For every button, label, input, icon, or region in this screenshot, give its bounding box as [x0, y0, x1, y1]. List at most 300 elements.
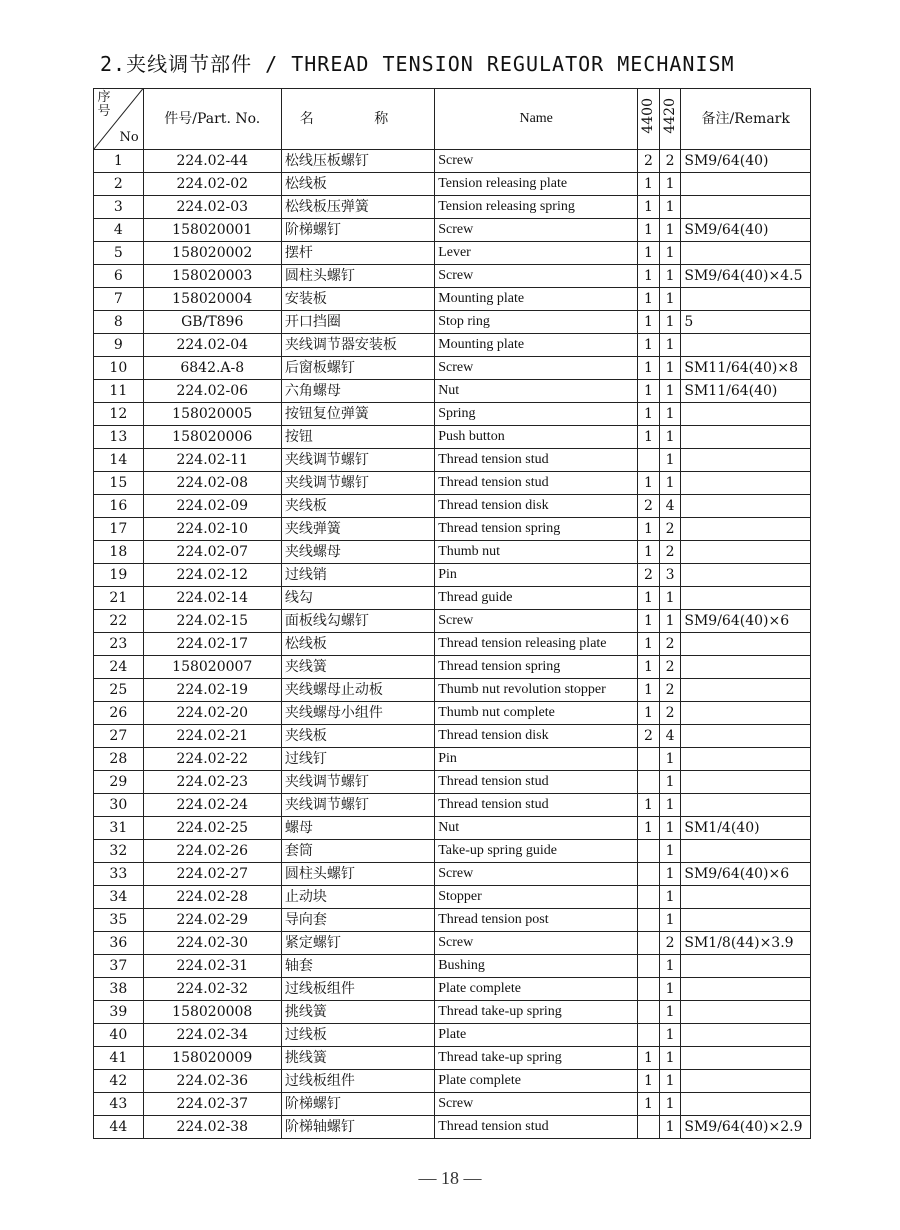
qty-4420-cell: 1: [659, 955, 681, 978]
qty-4420-cell: 1: [659, 380, 681, 403]
qty-4420-cell: 1: [659, 242, 681, 265]
row-number-cell: 28: [94, 748, 144, 771]
english-name-cell: Stop ring: [435, 311, 638, 334]
qty-4400-cell: 1: [638, 357, 660, 380]
part-number-cell: 224.02-36: [143, 1070, 281, 1093]
chinese-name-cell: 螺母: [281, 817, 434, 840]
part-number-cell: 224.02-34: [143, 1024, 281, 1047]
chinese-name-cell: 过线钉: [281, 748, 434, 771]
chinese-name-cell: 摆杆: [281, 242, 434, 265]
qty-4420-cell: 1: [659, 426, 681, 449]
chinese-name-cell: 圆柱头螺钉: [281, 265, 434, 288]
part-number-cell: 224.02-09: [143, 495, 281, 518]
remark-cell: SM9/64(40): [681, 219, 811, 242]
english-name-cell: Thread tension post: [435, 909, 638, 932]
qty-4420-cell: 2: [659, 679, 681, 702]
table-row: [94, 863, 811, 886]
qty-4420-cell: 1: [659, 1047, 681, 1070]
remark-cell: [681, 173, 811, 196]
english-name-cell: Mounting plate: [435, 334, 638, 357]
english-name-cell: Plate: [435, 1024, 638, 1047]
english-name-cell: Screw: [435, 357, 638, 380]
qty-4420-cell: 1: [659, 909, 681, 932]
table-row: [94, 449, 811, 472]
table-row: [94, 610, 811, 633]
chinese-name-cell: 面板线勾螺钉: [281, 610, 434, 633]
chinese-name-cell: 紧定螺钉: [281, 932, 434, 955]
part-number-cell: 224.02-19: [143, 679, 281, 702]
remark-cell: [681, 955, 811, 978]
part-number-cell: 224.02-44: [143, 150, 281, 173]
english-name-cell: Plate complete: [435, 1070, 638, 1093]
english-name-cell: Thread tension spring: [435, 518, 638, 541]
qty-4420-cell: 1: [659, 748, 681, 771]
qty-4420-cell: 1: [659, 173, 681, 196]
table-body: [94, 150, 811, 1139]
row-number-cell: 19: [94, 564, 144, 587]
part-number-cell: 224.02-28: [143, 886, 281, 909]
qty-4400-cell: 1: [638, 518, 660, 541]
header-chinese-name: [281, 89, 434, 150]
part-number-cell: 224.02-25: [143, 817, 281, 840]
qty-4420-cell: 1: [659, 449, 681, 472]
english-name-cell: Screw: [435, 150, 638, 173]
table-row: [94, 955, 811, 978]
table-row: [94, 702, 811, 725]
chinese-name-cell: 阶梯螺钉: [281, 1093, 434, 1116]
qty-4400-cell: 1: [638, 656, 660, 679]
remark-cell: [681, 1070, 811, 1093]
part-number-cell: 158020002: [143, 242, 281, 265]
remark-cell: [681, 196, 811, 219]
header-english-name: Name: [435, 89, 638, 150]
table-row: [94, 771, 811, 794]
qty-4400-cell: 1: [638, 817, 660, 840]
chinese-name-cell: 夹线螺母: [281, 541, 434, 564]
row-number-cell: 33: [94, 863, 144, 886]
chinese-name-cell: 夹线调节螺钉: [281, 449, 434, 472]
qty-4400-cell: 1: [638, 794, 660, 817]
remark-cell: [681, 748, 811, 771]
qty-4420-cell: 2: [659, 541, 681, 564]
table-row: [94, 518, 811, 541]
qty-4420-cell: 1: [659, 610, 681, 633]
row-number-cell: 3: [94, 196, 144, 219]
part-number-cell: 224.02-15: [143, 610, 281, 633]
row-number-cell: 43: [94, 1093, 144, 1116]
remark-cell: [681, 1047, 811, 1070]
row-number-cell: 38: [94, 978, 144, 1001]
chinese-name-cell: 过线板组件: [281, 978, 434, 1001]
qty-4420-cell: 2: [659, 656, 681, 679]
english-name-cell: Thumb nut: [435, 541, 638, 564]
qty-4400-cell: 2: [638, 725, 660, 748]
remark-cell: [681, 242, 811, 265]
qty-4400-cell: 1: [638, 380, 660, 403]
english-name-cell: Thread tension releasing plate: [435, 633, 638, 656]
table-row: [94, 1070, 811, 1093]
qty-4420-cell: 1: [659, 472, 681, 495]
qty-4420-cell: 4: [659, 725, 681, 748]
table-row: [94, 587, 811, 610]
row-number-cell: 30: [94, 794, 144, 817]
part-number-cell: 224.02-23: [143, 771, 281, 794]
header-remark: 备注/Remark: [681, 89, 811, 150]
part-number-cell: 224.02-21: [143, 725, 281, 748]
chinese-name-cell: 夹线簧: [281, 656, 434, 679]
qty-4400-cell: 1: [638, 1047, 660, 1070]
qty-4400-cell: 1: [638, 196, 660, 219]
qty-4400-cell: 1: [638, 265, 660, 288]
part-number-cell: 224.02-24: [143, 794, 281, 817]
row-number-cell: 39: [94, 1001, 144, 1024]
english-name-cell: Plate complete: [435, 978, 638, 1001]
qty-4400-cell: [638, 771, 660, 794]
qty-4420-cell: 1: [659, 978, 681, 1001]
chinese-name-cell: 止动块: [281, 886, 434, 909]
qty-4420-cell: 1: [659, 794, 681, 817]
qty-4400-cell: 1: [638, 288, 660, 311]
remark-cell: SM1/8(44)×3.9: [681, 932, 811, 955]
qty-4400-cell: [638, 955, 660, 978]
english-name-cell: Thread guide: [435, 587, 638, 610]
table-row: [94, 426, 811, 449]
remark-cell: [681, 794, 811, 817]
part-number-cell: 6842.A-8: [143, 357, 281, 380]
table-row: [94, 633, 811, 656]
chinese-name-cell: 轴套: [281, 955, 434, 978]
remark-cell: SM9/64(40)×6: [681, 610, 811, 633]
part-number-cell: 158020003: [143, 265, 281, 288]
header-no: [94, 89, 144, 150]
qty-4400-cell: 1: [638, 219, 660, 242]
chinese-name-cell: 安装板: [281, 288, 434, 311]
table-row: [94, 978, 811, 1001]
table-row: [94, 357, 811, 380]
english-name-cell: Nut: [435, 817, 638, 840]
chinese-name-cell: 过线板: [281, 1024, 434, 1047]
remark-cell: [681, 702, 811, 725]
qty-4420-cell: 2: [659, 702, 681, 725]
qty-4400-cell: 1: [638, 426, 660, 449]
qty-4420-cell: 1: [659, 1093, 681, 1116]
english-name-cell: Thumb nut revolution stopper: [435, 679, 638, 702]
part-number-cell: 224.02-06: [143, 380, 281, 403]
qty-4400-cell: 2: [638, 150, 660, 173]
qty-4420-cell: 1: [659, 817, 681, 840]
table-row: [94, 265, 811, 288]
row-number-cell: 36: [94, 932, 144, 955]
header-part-no: 件号/Part. No.: [143, 89, 281, 150]
row-number-cell: 23: [94, 633, 144, 656]
qty-4400-cell: 2: [638, 495, 660, 518]
qty-4400-cell: 1: [638, 1070, 660, 1093]
english-name-cell: Screw: [435, 863, 638, 886]
qty-4400-cell: [638, 978, 660, 1001]
remark-cell: [681, 656, 811, 679]
table-row: [94, 242, 811, 265]
remark-cell: [681, 334, 811, 357]
part-number-cell: 224.02-26: [143, 840, 281, 863]
table-row: [94, 564, 811, 587]
row-number-cell: 4: [94, 219, 144, 242]
qty-4400-cell: [638, 909, 660, 932]
row-number-cell: 1: [94, 150, 144, 173]
qty-4420-cell: 1: [659, 311, 681, 334]
parts-table: [93, 88, 811, 1139]
chinese-name-cell: 阶梯螺钉: [281, 219, 434, 242]
qty-4420-cell: 1: [659, 863, 681, 886]
part-number-cell: 158020006: [143, 426, 281, 449]
table-row: [94, 196, 811, 219]
chinese-name-cell: 夹线调节器安装板: [281, 334, 434, 357]
part-number-cell: 224.02-08: [143, 472, 281, 495]
chinese-name-cell: 过线销: [281, 564, 434, 587]
row-number-cell: 14: [94, 449, 144, 472]
table-row: [94, 173, 811, 196]
qty-4420-cell: 1: [659, 288, 681, 311]
header-qty-4400: [638, 89, 660, 150]
row-number-cell: 8: [94, 311, 144, 334]
remark-cell: [681, 978, 811, 1001]
chinese-name-cell: 夹线螺母小组件: [281, 702, 434, 725]
part-number-cell: 158020009: [143, 1047, 281, 1070]
qty-4420-cell: 3: [659, 564, 681, 587]
english-name-cell: Pin: [435, 748, 638, 771]
qty-4420-cell: 1: [659, 1116, 681, 1139]
table-row: [94, 311, 811, 334]
english-name-cell: Screw: [435, 219, 638, 242]
english-name-cell: Nut: [435, 380, 638, 403]
table-row: [94, 334, 811, 357]
english-name-cell: Thread tension stud: [435, 449, 638, 472]
remark-cell: [681, 1024, 811, 1047]
table-header: [94, 89, 811, 150]
row-number-cell: 12: [94, 403, 144, 426]
table-row: [94, 403, 811, 426]
table-row: [94, 1047, 811, 1070]
qty-4420-cell: 4: [659, 495, 681, 518]
qty-4400-cell: [638, 1116, 660, 1139]
table-row: [94, 725, 811, 748]
remark-cell: [681, 472, 811, 495]
qty-4420-cell: 1: [659, 1070, 681, 1093]
part-number-cell: 224.02-02: [143, 173, 281, 196]
header-qty-4420: [659, 89, 681, 150]
qty-4420-cell: 2: [659, 150, 681, 173]
table-row: [94, 679, 811, 702]
english-name-cell: Stopper: [435, 886, 638, 909]
english-name-cell: Tension releasing spring: [435, 196, 638, 219]
row-number-cell: 32: [94, 840, 144, 863]
chinese-name-cell: 线勾: [281, 587, 434, 610]
english-name-cell: Mounting plate: [435, 288, 638, 311]
english-name-cell: Screw: [435, 1093, 638, 1116]
qty-4400-cell: 1: [638, 311, 660, 334]
qty-4400-cell: 1: [638, 334, 660, 357]
row-number-cell: 41: [94, 1047, 144, 1070]
part-number-cell: 224.02-03: [143, 196, 281, 219]
chinese-name-cell: 夹线板: [281, 725, 434, 748]
row-number-cell: 16: [94, 495, 144, 518]
qty-4420-cell: 2: [659, 932, 681, 955]
part-number-cell: 224.02-29: [143, 909, 281, 932]
chinese-name-cell: 过线板组件: [281, 1070, 434, 1093]
remark-cell: SM11/64(40): [681, 380, 811, 403]
row-number-cell: 26: [94, 702, 144, 725]
part-number-cell: 224.02-14: [143, 587, 281, 610]
qty-4400-cell: 1: [638, 242, 660, 265]
qty-4420-cell: 2: [659, 518, 681, 541]
remark-cell: [681, 426, 811, 449]
qty-4400-cell: 1: [638, 679, 660, 702]
table-row: [94, 1024, 811, 1047]
chinese-name-cell: 夹线调节螺钉: [281, 771, 434, 794]
row-number-cell: 15: [94, 472, 144, 495]
qty-4400-cell: [638, 449, 660, 472]
remark-cell: [681, 495, 811, 518]
row-number-cell: 5: [94, 242, 144, 265]
qty-4400-cell: [638, 840, 660, 863]
qty-4400-cell: 1: [638, 403, 660, 426]
remark-cell: SM9/64(40): [681, 150, 811, 173]
row-number-cell: 11: [94, 380, 144, 403]
row-number-cell: 24: [94, 656, 144, 679]
part-number-cell: 224.02-20: [143, 702, 281, 725]
part-number-cell: 224.02-38: [143, 1116, 281, 1139]
remark-cell: [681, 518, 811, 541]
row-number-cell: 17: [94, 518, 144, 541]
english-name-cell: Pin: [435, 564, 638, 587]
english-name-cell: Thread take-up spring: [435, 1001, 638, 1024]
part-number-cell: 158020001: [143, 219, 281, 242]
remark-cell: [681, 1001, 811, 1024]
table-row: [94, 817, 811, 840]
row-number-cell: 18: [94, 541, 144, 564]
table-row: [94, 288, 811, 311]
english-name-cell: Screw: [435, 265, 638, 288]
table-row: [94, 1001, 811, 1024]
qty-4400-cell: 1: [638, 541, 660, 564]
part-number-cell: 224.02-11: [143, 449, 281, 472]
qty-4400-cell: [638, 886, 660, 909]
header-qty-4400-label: 4400: [640, 97, 657, 134]
page-title: 2.夹线调节部件 / THREAD TENSION REGULATOR MECHANISM: [100, 52, 735, 76]
english-name-cell: Thread tension stud: [435, 794, 638, 817]
qty-4400-cell: [638, 1001, 660, 1024]
remark-cell: SM1/4(40): [681, 817, 811, 840]
qty-4400-cell: [638, 1024, 660, 1047]
remark-cell: [681, 564, 811, 587]
chinese-name-cell: 松线板压弹簧: [281, 196, 434, 219]
remark-cell: 5: [681, 311, 811, 334]
chinese-name-cell: 六角螺母: [281, 380, 434, 403]
table-row: [94, 1116, 811, 1139]
chinese-name-cell: 导向套: [281, 909, 434, 932]
chinese-name-cell: 挑线簧: [281, 1001, 434, 1024]
chinese-name-cell: 开口挡圈: [281, 311, 434, 334]
part-number-cell: 224.02-17: [143, 633, 281, 656]
english-name-cell: Thumb nut complete: [435, 702, 638, 725]
page-number: — 18 —: [418, 1168, 482, 1188]
row-number-cell: 13: [94, 426, 144, 449]
table-row: [94, 794, 811, 817]
english-name-cell: Spring: [435, 403, 638, 426]
table-row: [94, 1093, 811, 1116]
qty-4400-cell: 1: [638, 1093, 660, 1116]
part-number-cell: 224.02-30: [143, 932, 281, 955]
chinese-name-cell: 阶梯轴螺钉: [281, 1116, 434, 1139]
chinese-name-cell: 按钮: [281, 426, 434, 449]
table-row: [94, 495, 811, 518]
chinese-name-cell: 夹线调节螺钉: [281, 472, 434, 495]
remark-cell: [681, 541, 811, 564]
qty-4420-cell: 1: [659, 403, 681, 426]
chinese-name-cell: 松线压板螺钉: [281, 150, 434, 173]
english-name-cell: Thread tension disk: [435, 495, 638, 518]
remark-cell: [681, 403, 811, 426]
qty-4400-cell: 2: [638, 564, 660, 587]
part-number-cell: 224.02-37: [143, 1093, 281, 1116]
remark-cell: [681, 679, 811, 702]
qty-4400-cell: 1: [638, 633, 660, 656]
part-number-cell: 158020008: [143, 1001, 281, 1024]
row-number-cell: 44: [94, 1116, 144, 1139]
table-row: [94, 886, 811, 909]
row-number-cell: 25: [94, 679, 144, 702]
part-number-cell: 224.02-10: [143, 518, 281, 541]
table-row: [94, 748, 811, 771]
qty-4400-cell: 1: [638, 472, 660, 495]
row-number-cell: 7: [94, 288, 144, 311]
english-name-cell: Thread take-up spring: [435, 1047, 638, 1070]
english-name-cell: Tension releasing plate: [435, 173, 638, 196]
remark-cell: [681, 725, 811, 748]
qty-4400-cell: [638, 932, 660, 955]
table-row: [94, 909, 811, 932]
qty-4400-cell: 1: [638, 173, 660, 196]
qty-4400-cell: [638, 748, 660, 771]
english-name-cell: Thread tension disk: [435, 725, 638, 748]
row-number-cell: 2: [94, 173, 144, 196]
chinese-name-cell: 夹线调节螺钉: [281, 794, 434, 817]
qty-4420-cell: 2: [659, 633, 681, 656]
row-number-cell: 27: [94, 725, 144, 748]
part-number-cell: 158020005: [143, 403, 281, 426]
remark-cell: [681, 633, 811, 656]
row-number-cell: 29: [94, 771, 144, 794]
qty-4400-cell: [638, 863, 660, 886]
table-row: [94, 380, 811, 403]
row-number-cell: 9: [94, 334, 144, 357]
chinese-name-cell: 松线板: [281, 173, 434, 196]
qty-4420-cell: 1: [659, 1024, 681, 1047]
part-number-cell: 224.02-31: [143, 955, 281, 978]
table-row: [94, 150, 811, 173]
remark-cell: [681, 840, 811, 863]
table-row: [94, 472, 811, 495]
chinese-name-cell: 套筒: [281, 840, 434, 863]
remark-cell: [681, 587, 811, 610]
row-number-cell: 31: [94, 817, 144, 840]
part-number-cell: 224.02-27: [143, 863, 281, 886]
english-name-cell: Screw: [435, 932, 638, 955]
english-name-cell: Lever: [435, 242, 638, 265]
qty-4420-cell: 1: [659, 771, 681, 794]
part-number-cell: 158020007: [143, 656, 281, 679]
chinese-name-cell: 松线板: [281, 633, 434, 656]
row-number-cell: 42: [94, 1070, 144, 1093]
